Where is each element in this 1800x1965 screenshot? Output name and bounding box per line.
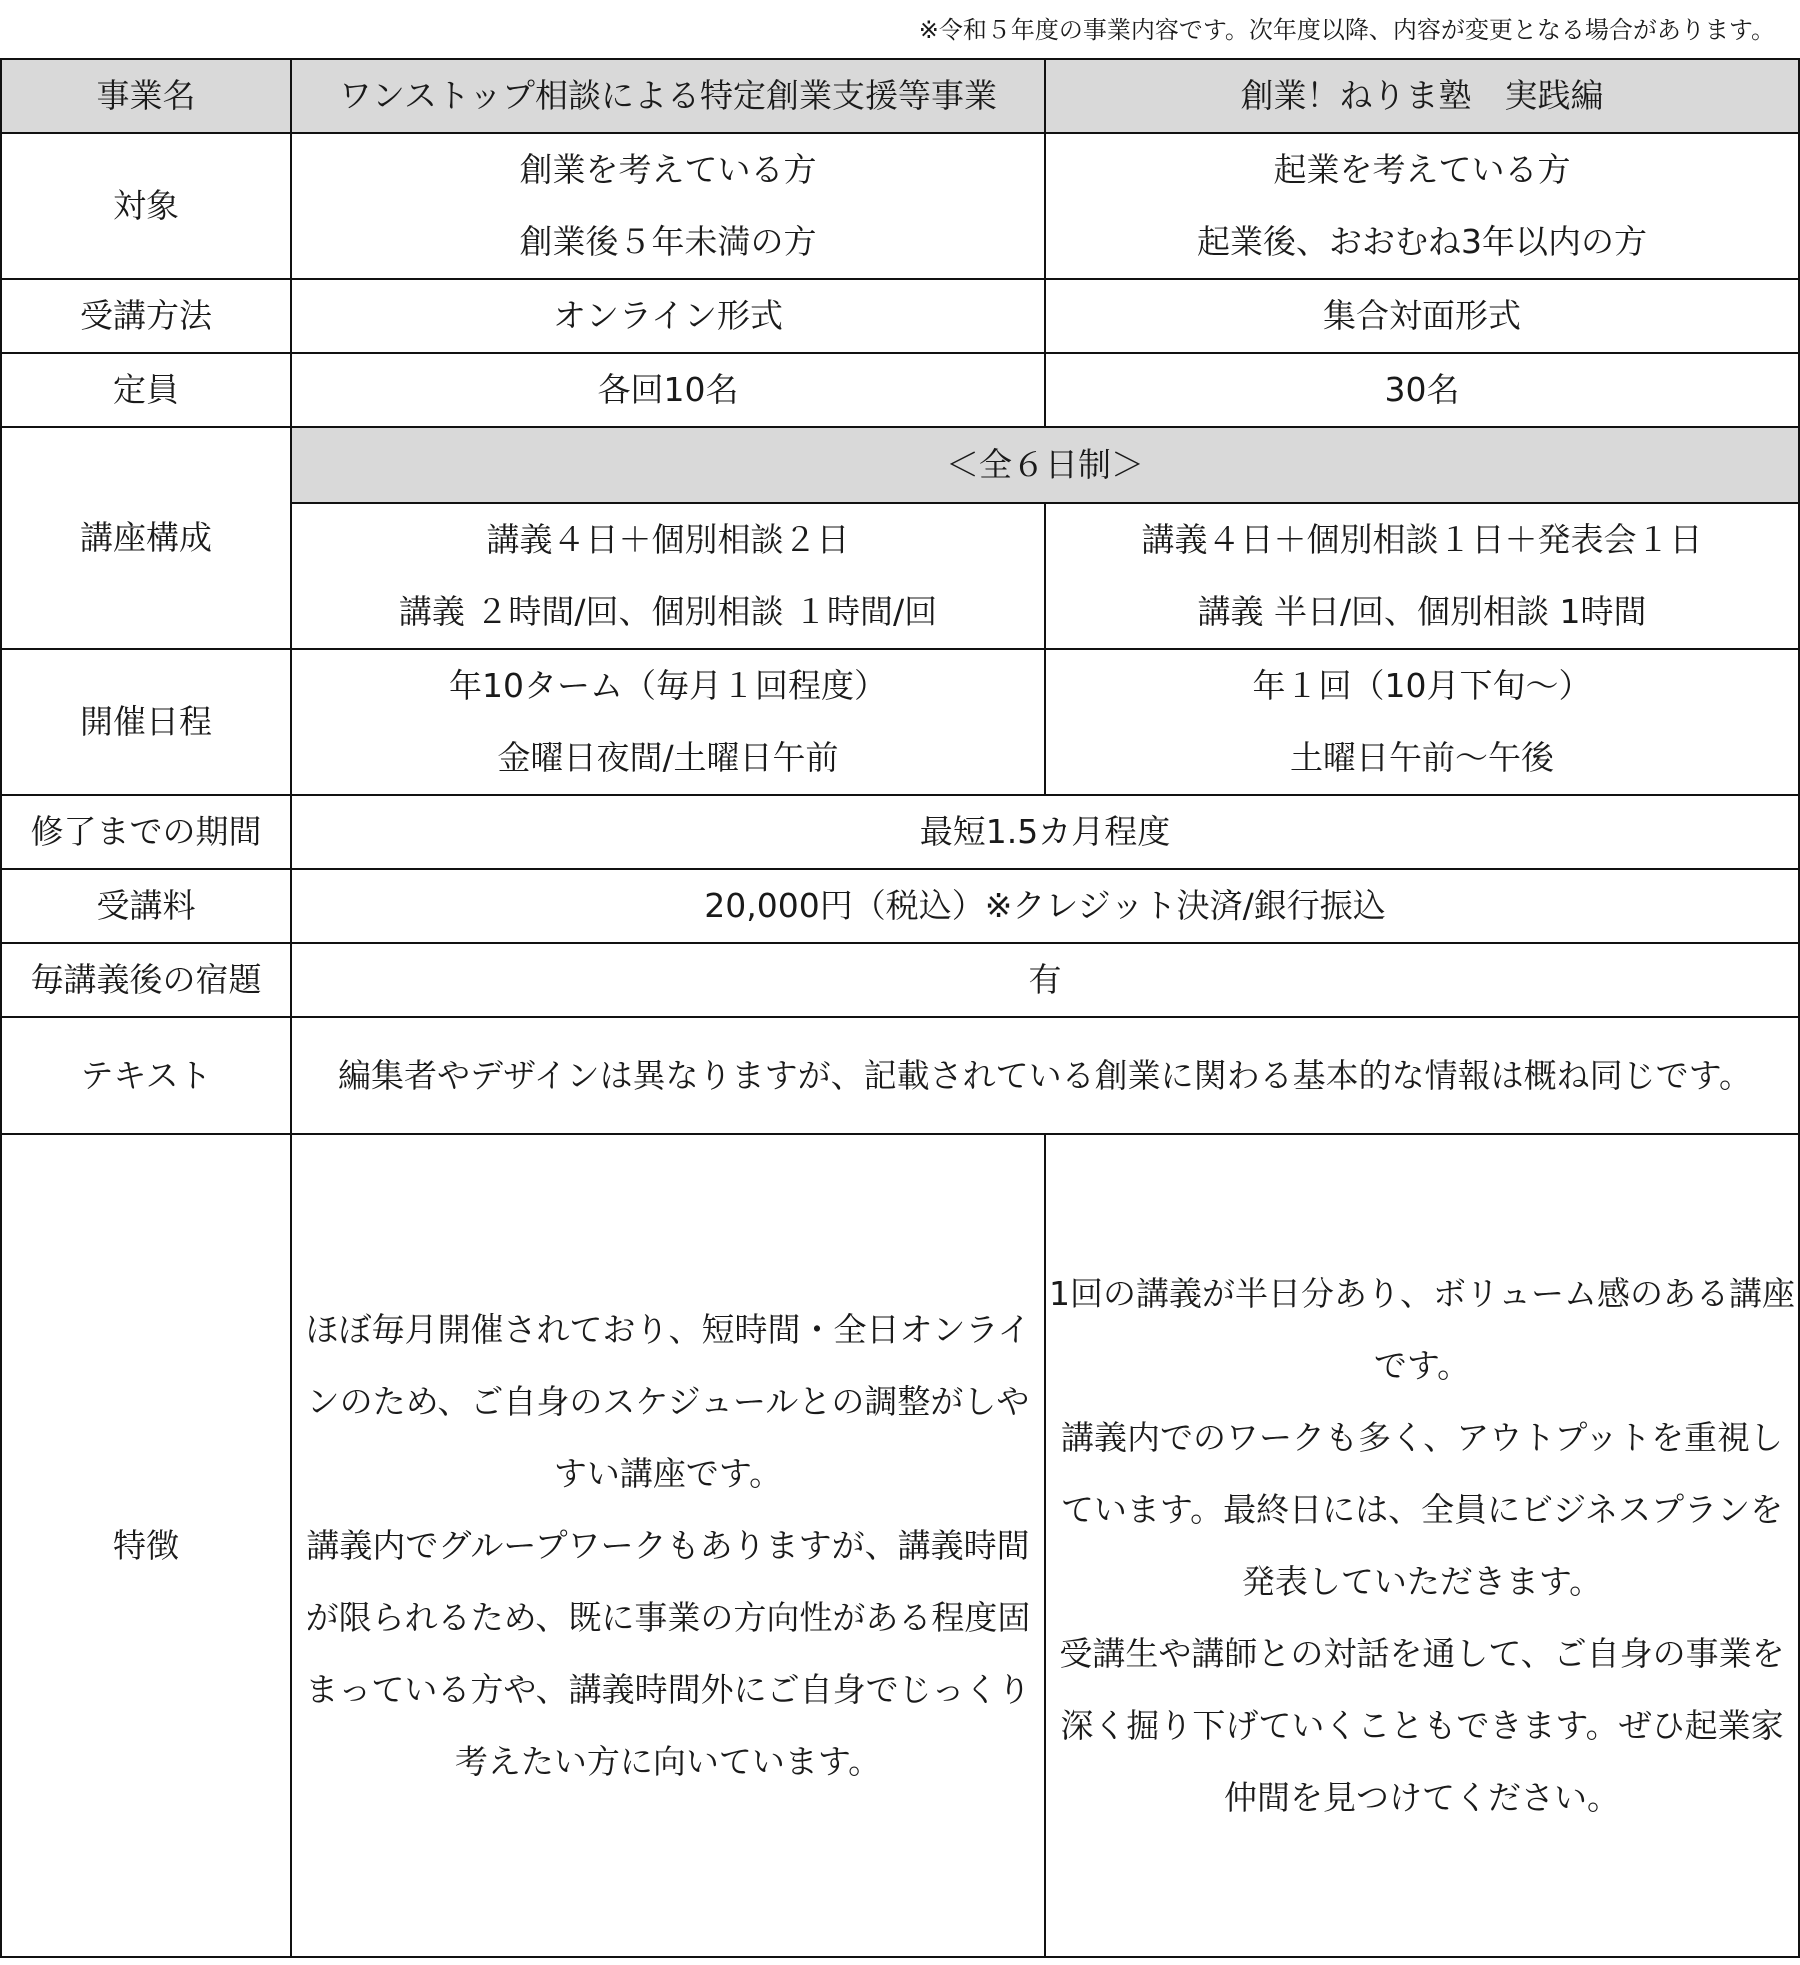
- header-col1-program-name: ワンストップ相談による特定創業支援等事業: [291, 59, 1045, 133]
- schedule-col2: [1045, 649, 1799, 795]
- features-col1-paragraph: ほぼ毎月開催されており、短時間・全日オンラインのため、ご自身のスケジュールとの調整がしやすい講座です。: [305, 1309, 1031, 1493]
- text-row: [1, 1017, 1799, 1134]
- fee-value: 20,000円（税込）※クレジット決済/銀行振込: [291, 869, 1799, 943]
- target-label: 対象: [1, 133, 291, 279]
- structure-shared-row: [1, 427, 1799, 503]
- text-label: テキスト: [1, 1017, 291, 1134]
- target-col2-line: 起業後、おおむね3年以内の方: [1197, 222, 1647, 261]
- homework-row: [1, 943, 1799, 1017]
- comparison-table: [0, 58, 1800, 1958]
- method-label: 受講方法: [1, 279, 291, 353]
- features-col1: [291, 1134, 1045, 1957]
- fee-row: [1, 869, 1799, 943]
- schedule-col1: [291, 649, 1045, 795]
- features-col2-paragraph: 受講生や講師との対話を通して、ご自身の事業を深く掘り下げていくこともできます。ぜひ起業家仲間を見つけてください。: [1059, 1633, 1785, 1817]
- structure-col1-line: 講義 ２時間/回、個別相談 １時間/回: [398, 592, 938, 631]
- features-label: 特徴: [1, 1134, 291, 1957]
- target-col2: [1045, 133, 1799, 279]
- structure-col2-line: 講義４日＋個別相談１日＋発表会１日: [1141, 520, 1703, 559]
- period-row: [1, 795, 1799, 869]
- schedule-label: 開催日程: [1, 649, 291, 795]
- features-col2: [1045, 1134, 1799, 1957]
- capacity-label: 定員: [1, 353, 291, 427]
- header-label: 事業名: [1, 59, 291, 133]
- target-col1-line: 創業を考えている方: [519, 150, 817, 189]
- schedule-col2-line: 年１回（10月下旬～）: [1252, 666, 1592, 705]
- target-row: [1, 133, 1799, 279]
- capacity-col2: 30名: [1045, 353, 1799, 427]
- disclaimer-note: ※令和５年度の事業内容です。次年度以降、内容が変更となる場合があります。: [918, 16, 1775, 44]
- capacity-col1: 各回10名: [291, 353, 1045, 427]
- schedule-row: [1, 649, 1799, 795]
- fee-label: 受講料: [1, 869, 291, 943]
- structure-label: 講座構成: [1, 427, 291, 649]
- target-col1: [291, 133, 1045, 279]
- period-value: 最短1.5カ月程度: [291, 795, 1799, 869]
- schedule-col1-line: 年10ターム（毎月１回程度）: [449, 666, 887, 705]
- homework-label: 毎講義後の宿題: [1, 943, 291, 1017]
- method-col2: 集合対面形式: [1045, 279, 1799, 353]
- schedule-col2-line: 土曜日午前～午後: [1290, 738, 1554, 777]
- homework-value: 有: [291, 943, 1799, 1017]
- features-row: [1, 1134, 1799, 1957]
- period-label: 修了までの期間: [1, 795, 291, 869]
- schedule-col1-line: 金曜日夜間/土曜日午前: [497, 738, 839, 777]
- structure-shared-banner: ＜全６日制＞: [291, 427, 1799, 503]
- structure-col1-line: 講義４日＋個別相談２日: [486, 520, 850, 559]
- target-col2-line: 起業を考えている方: [1273, 150, 1571, 189]
- features-col1-paragraph: 講義内でグループワークもありますが、講義時間が限られるため、既に事業の方向性がある程度固まっている方や、講義時間外にご自身でじっくり考えたい方に向いています。: [305, 1525, 1031, 1781]
- structure-col2-line: 講義 半日/回、個別相談 1時間: [1197, 592, 1647, 631]
- method-row: [1, 279, 1799, 353]
- text-value: 編集者やデザインは異なりますが、記載されている創業に関わる基本的な情報は概ね同じです。: [291, 1017, 1799, 1134]
- structure-col2: [1045, 503, 1799, 649]
- target-col1-line: 創業後５年未満の方: [519, 222, 817, 261]
- method-col1: オンライン形式: [291, 279, 1045, 353]
- header-col2-program-name: 創業！ねりま塾 実践編: [1045, 59, 1799, 133]
- features-col2-paragraph: 1回の講義が半日分あり、ボリューム感のある講座です。: [1048, 1273, 1795, 1385]
- features-col2-paragraph: 講義内でのワークも多く、アウトプットを重視しています。最終日には、全員にビジネスプランを発表していただきます。: [1060, 1417, 1784, 1601]
- header-row: [1, 59, 1799, 133]
- capacity-row: [1, 353, 1799, 427]
- structure-col1: [291, 503, 1045, 649]
